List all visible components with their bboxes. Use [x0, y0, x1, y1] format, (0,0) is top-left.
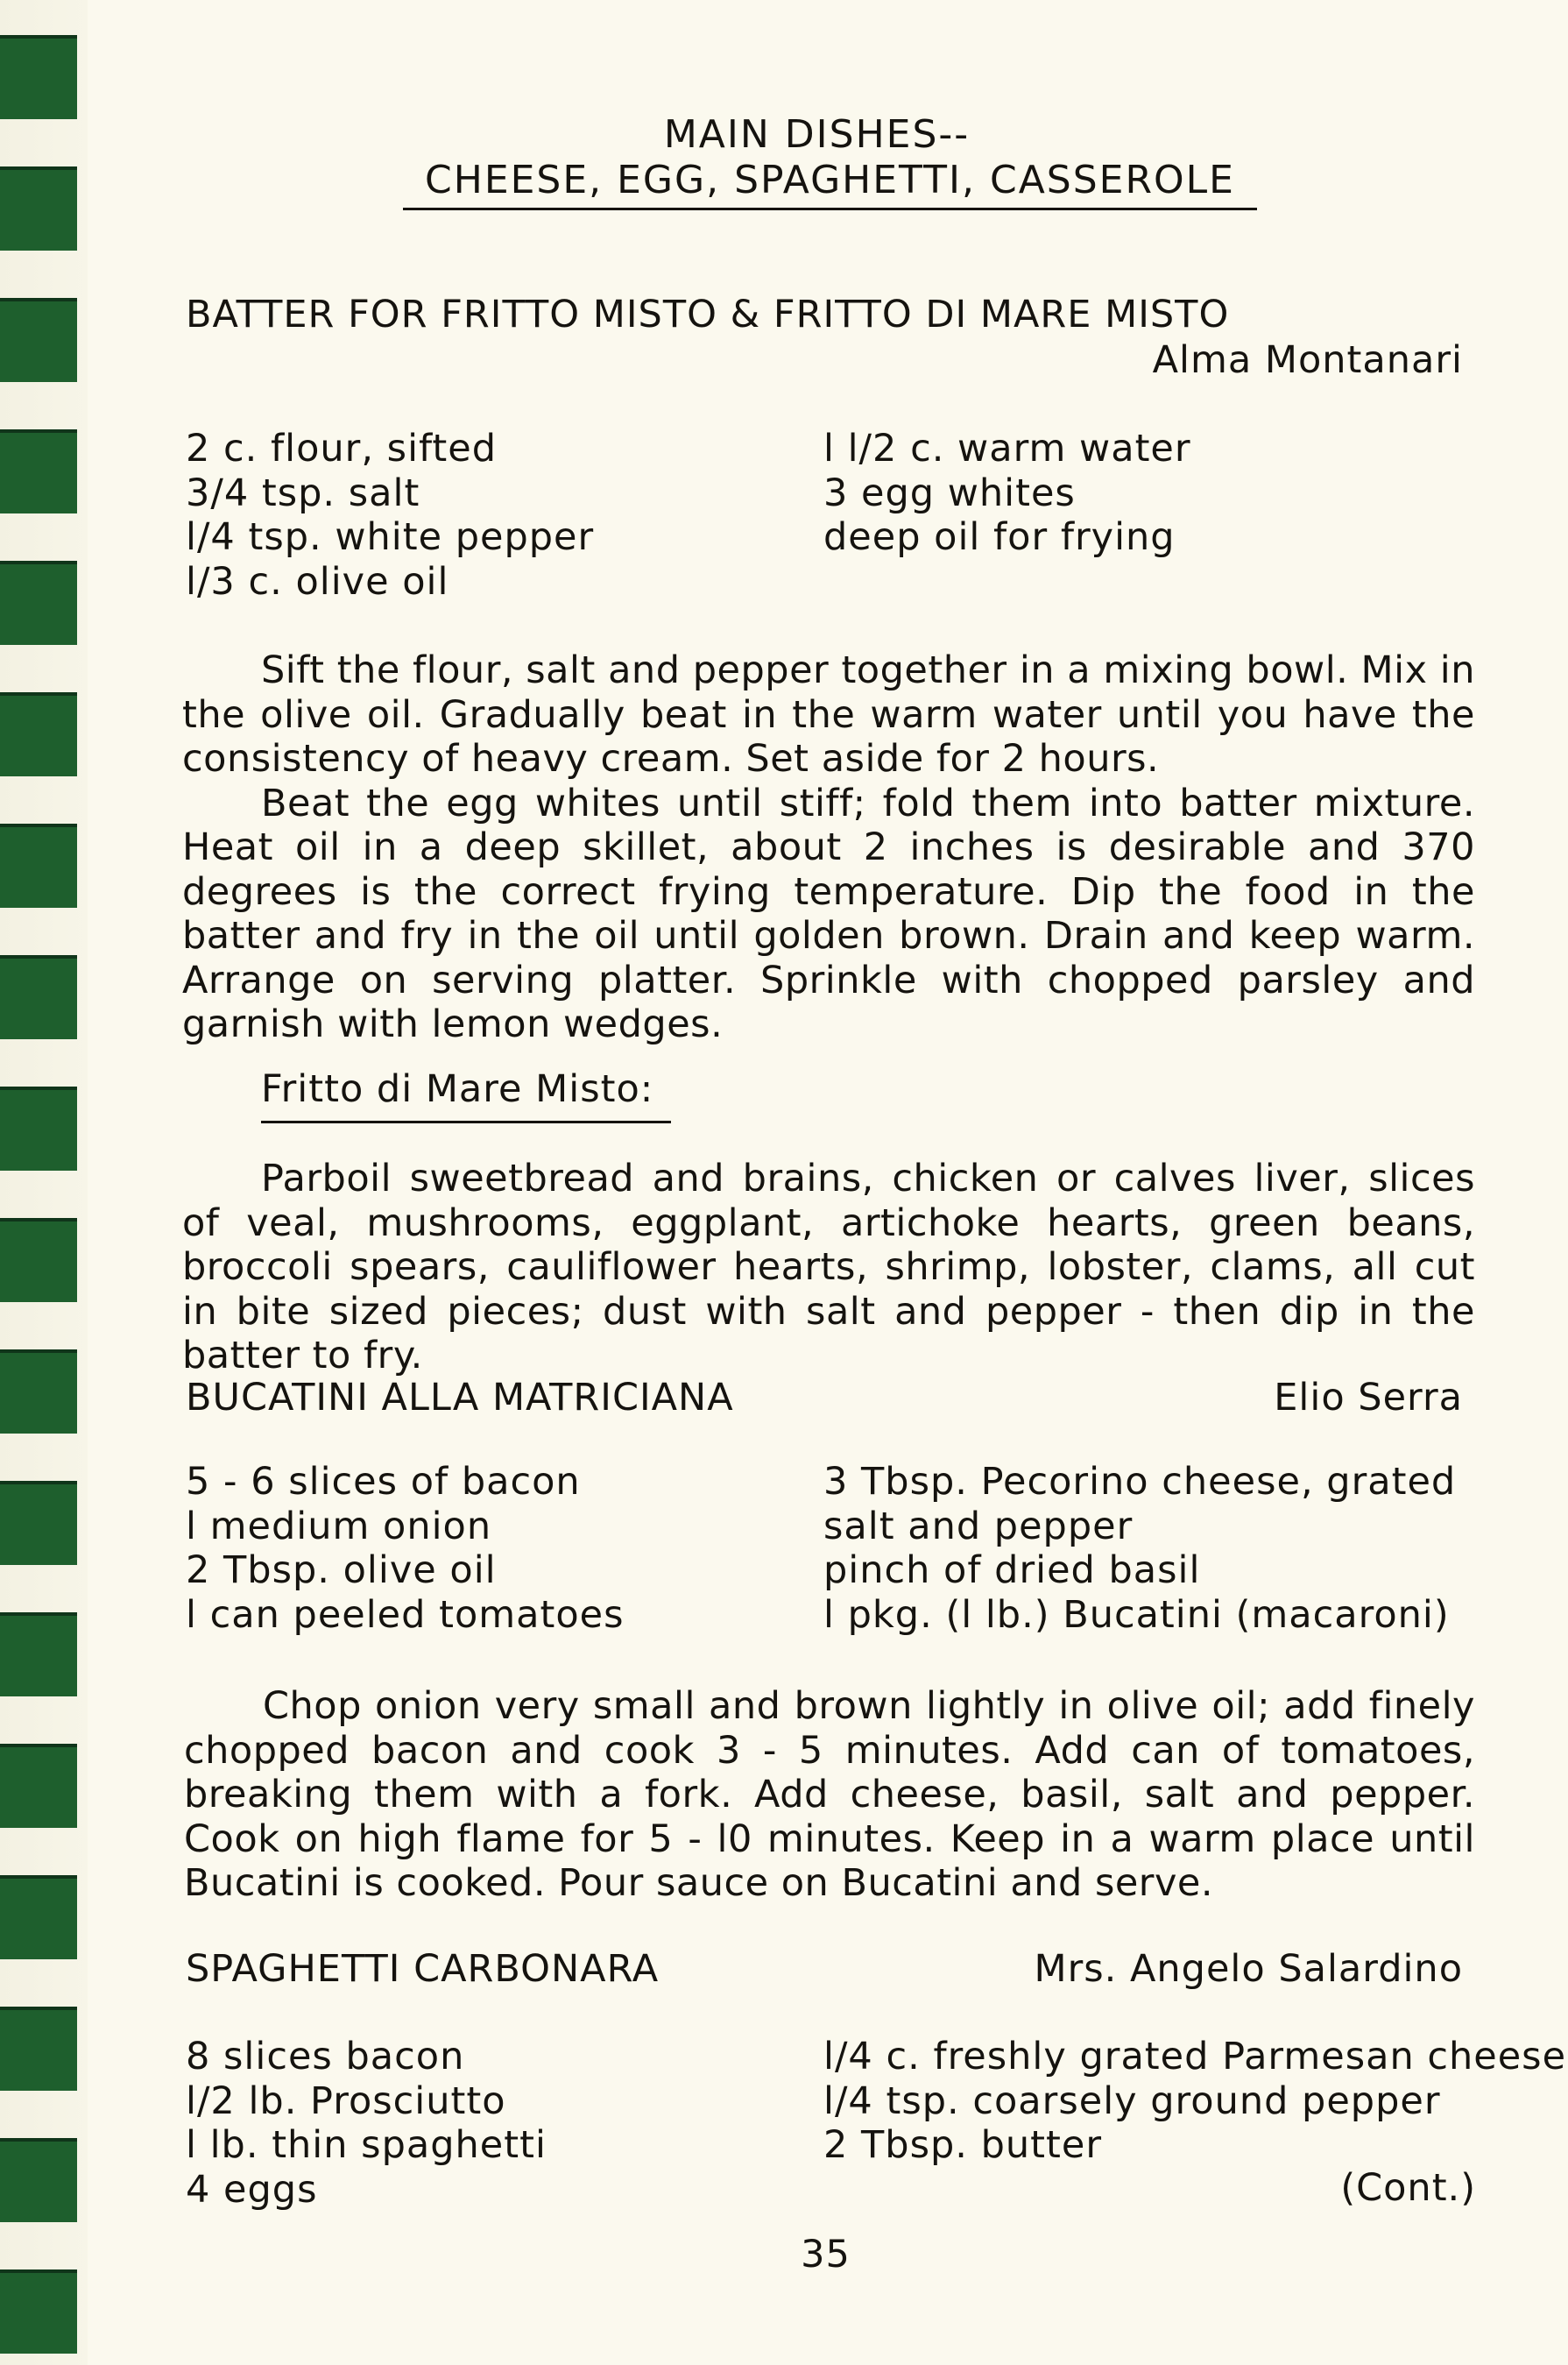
ingredients-left	[186, 427, 594, 604]
continued-note: (Cont.)	[1340, 2166, 1476, 2210]
recipe-author: Elio Serra	[1274, 1376, 1463, 1420]
section-title-line1: MAIN DISHES--	[663, 112, 971, 157]
section-title-line2: CHEESE, EGG, SPAGHETTI, CASSEROLE	[403, 158, 1257, 210]
ingredient: l can peeled tomatoes	[186, 1592, 625, 1637]
ingredients-left	[186, 1460, 625, 1637]
ingredient: l medium onion	[186, 1504, 492, 1548]
ingredient: 3 Tbsp. Pecorino cheese, grated	[823, 1460, 1457, 1504]
directions-paragraph: Sift the flour, salt and pepper together in a mixing bowl. Mix in the olive oil. Gradually beat in the warm water until you have the consistency of heavy cream. Set aside for 2 hours.	[182, 648, 1475, 781]
recipe-title: BATTER FOR FRITTO MISTO & FRITTO DI MARE MISTO	[186, 293, 1230, 336]
ingredient: 2 c. flour, sifted	[186, 427, 498, 471]
ingredient: l lb. thin spaghetti	[186, 2123, 547, 2167]
ingredient: deep oil for frying	[823, 515, 1176, 559]
ingredients-left	[186, 2035, 547, 2212]
ingredient: pinch of dried basil	[823, 1548, 1201, 1592]
ingredient: 2 Tbsp. butter	[823, 2123, 1103, 2167]
ingredients-right	[823, 427, 1191, 560]
ingredient: 3 egg whites	[823, 471, 1076, 515]
ingredient: l pkg. (l lb.) Bucatini (macaroni)	[823, 1592, 1450, 1637]
recipe-title: SPAGHETTI CARBONARA	[186, 1947, 660, 1991]
ingredient: 5 - 6 slices of bacon	[186, 1460, 581, 1504]
recipe-author: Mrs. Angelo Salardino	[1034, 1947, 1463, 1991]
ingredient: 2 Tbsp. olive oil	[186, 1548, 497, 1592]
ingredient: l/4 tsp. white pepper	[186, 515, 595, 559]
ingredient: l/3 c. olive oil	[186, 559, 449, 604]
recipe-subheading: Fritto di Mare Misto:	[261, 1067, 671, 1123]
ingredients-right	[823, 1460, 1456, 1637]
directions-paragraph: Beat the egg whites until stiff; fold them into batter mixture. Heat oil in a deep skillet, about 2 inches is desirable and 370 degrees is the correct frying temperature. Dip the food in the batter and fry in the oil until golden brown. Drain and keep warm. Arrange on serving platter. Sprinkle with chopped parsley and garnish with lemon wedges.	[182, 781, 1475, 1046]
ingredient: 8 slices bacon	[186, 2035, 465, 2078]
recipe-directions	[182, 648, 1475, 1047]
ingredient: 4 eggs	[186, 2167, 318, 2212]
ingredient: l/4 tsp. coarsely ground pepper	[823, 2078, 1441, 2123]
directions-paragraph: Chop onion very small and brown lightly in olive oil; add finely chopped bacon and cook 3 - 5 minutes. Add can of tomatoes, breaking them with a fork. Add cheese, basil, salt and pepper. Cook on high flame for 5 - l0 minutes. Keep in a warm place until Bucatini is cooked. Pour sauce on Bucatini and serve.	[184, 1684, 1475, 1905]
ingredients-right	[823, 2035, 1566, 2168]
recipe-directions	[184, 1684, 1475, 1906]
recipe-variation	[182, 1157, 1475, 1378]
ingredient: 3/4 tsp. salt	[186, 471, 420, 515]
ingredient: l l/2 c. warm water	[823, 427, 1191, 471]
ingredient: l/2 lb. Prosciutto	[186, 2078, 506, 2123]
recipe-title: BUCATINI ALLA MATRICIANA	[186, 1376, 734, 1420]
variation-paragraph: Parboil sweetbread and brains, chicken or calves liver, slices of veal, mushrooms, eggplant, artichoke hearts, green beans, broccoli spears, cauliflower hearts, shrimp, lobster, clams, all cut in bite sized pieces; dust with salt and pepper - then dip in the batter to fry.	[182, 1157, 1475, 1377]
page-number: 35	[801, 2233, 851, 2276]
ingredient: l/4 c. freshly grated Parmesan cheese	[823, 2035, 1567, 2078]
ingredient: salt and pepper	[823, 1504, 1134, 1548]
recipe-author: Alma Montanari	[1152, 338, 1463, 382]
